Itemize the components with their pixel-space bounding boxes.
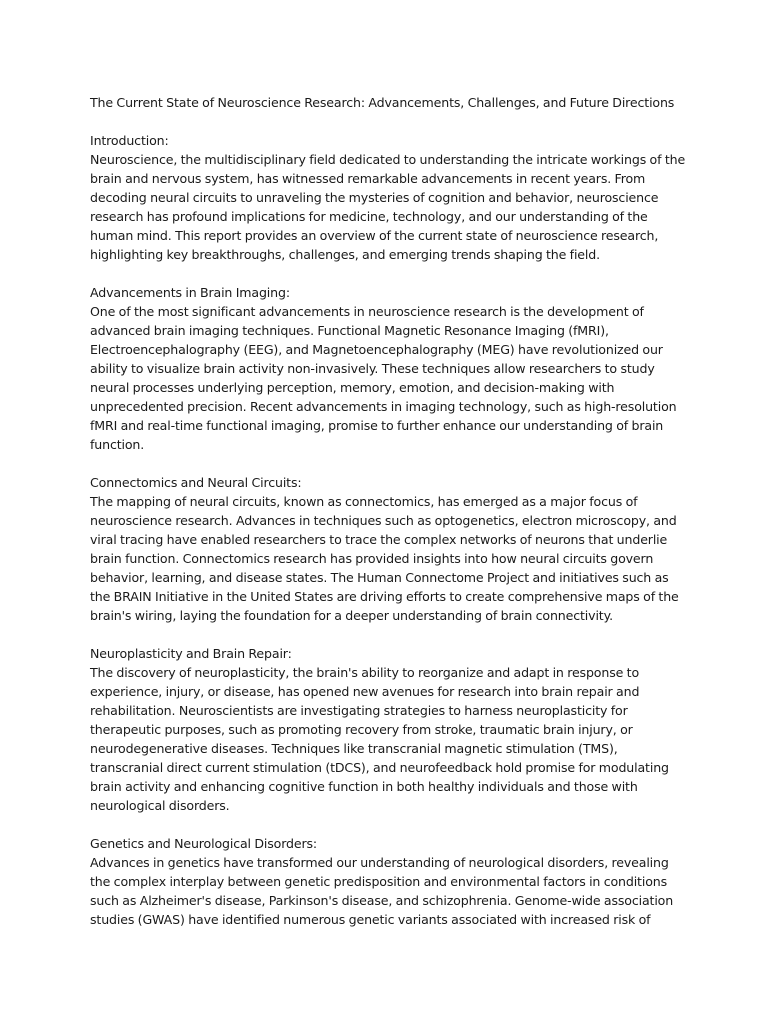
section-heading: Genetics and Neurological Disorders:	[90, 836, 317, 851]
section-heading: Advancements in Brain Imaging:	[90, 285, 290, 300]
document-page	[90, 93, 690, 948]
section-paragraph: One of the most significant advancements in neuroscience research is the development of advanced brain imaging techniques. Functional Magnetic Resonance Imaging (fMRI), Electroencephalography (EEG), and Magnetoencephalography (MEG) have revolutionized our ability to visualize brain activity non-invasively. These techniques allow researchers to study neural processes underlying perception, memory, emotion, and decision-making with unprecedented precision. Recent advancements in imaging technology, such as high-resolution fMRI and real-time functional imaging, promise to further enhance our understanding of brain function.	[90, 304, 677, 452]
section-paragraph: Advances in genetics have transformed our understanding of neurological disorders, revealing the complex interplay between genetic predisposition and environmental factors in conditions such as Alzheimer's disease, Parkinson's disease, and schizophrenia. Genome-wide association studies (GWAS) have identified numerous genetic variants associated with increased risk of	[90, 855, 674, 927]
section-heading: Introduction:	[90, 133, 169, 148]
section-connectomics	[90, 473, 690, 625]
section-neuroplasticity	[90, 644, 690, 815]
section-introduction	[90, 131, 690, 264]
section-heading: Neuroplasticity and Brain Repair:	[90, 646, 292, 661]
section-heading: Connectomics and Neural Circuits:	[90, 475, 302, 490]
document-title: The Current State of Neuroscience Research: Advancements, Challenges, and Future Directions	[90, 95, 675, 110]
section-paragraph: The mapping of neural circuits, known as connectomics, has emerged as a major focus of neuroscience research. Advances in techniques such as optogenetics, electron microscopy, and viral tracing have enabled researchers to trace the complex networks of neurons that underlie brain function. Connectomics research has provided insights into how neural circuits govern behavior, learning, and disease states. The Human Connectome Project and initiatives such as the BRAIN Initiative in the United States are driving efforts to create comprehensive maps of the brain's wiring, laying the foundation for a deeper understanding of brain connectivity.	[90, 494, 679, 623]
section-brain-imaging	[90, 283, 690, 454]
section-genetics	[90, 834, 690, 929]
section-paragraph: The discovery of neuroplasticity, the brain's ability to reorganize and adapt in response to experience, injury, or disease, has opened new avenues for research into brain repair and rehabilitation. Neuroscientists are investigating strategies to harness neuroplasticity for therapeutic purposes, such as promoting recovery from stroke, traumatic brain injury, or neurodegenerative diseases. Techniques like transcranial magnetic stimulation (TMS), transcranial direct current stimulation (tDCS), and neurofeedback hold promise for modulating brain activity and enhancing cognitive function in both healthy individuals and those with neurological disorders.	[90, 665, 669, 813]
section-paragraph: Neuroscience, the multidisciplinary field dedicated to understanding the intricate workings of the brain and nervous system, has witnessed remarkable advancements in recent years. From decoding neural circuits to unraveling the mysteries of cognition and behavior, neuroscience research has profound implications for medicine, technology, and our understanding of the human mind. This report provides an overview of the current state of neuroscience research, highlighting key breakthroughs, challenges, and emerging trends shaping the field.	[90, 152, 686, 262]
